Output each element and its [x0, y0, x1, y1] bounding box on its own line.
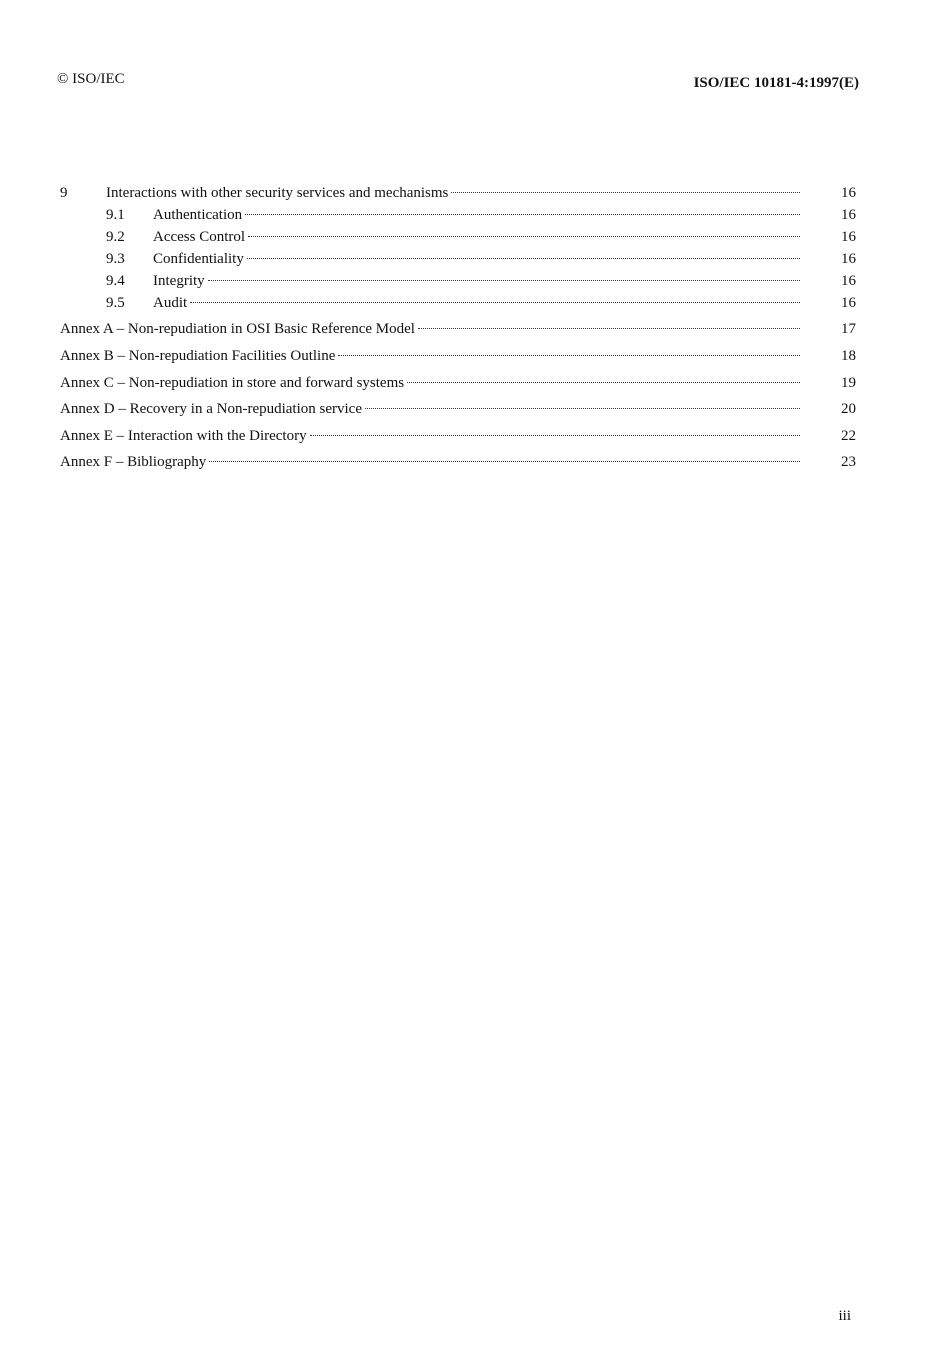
toc-entry-annex-d[interactable]	[60, 398, 860, 420]
toc-entry-title: Annex E – Interaction with the Directory	[60, 428, 307, 444]
dot-leader	[190, 302, 800, 303]
dot-leader	[208, 280, 800, 281]
toc-entry-number: 9.5	[106, 295, 125, 311]
toc-entry-page: 16	[841, 185, 856, 201]
toc-entry-9-2[interactable]	[60, 226, 860, 248]
toc-entry-number: 9.2	[106, 229, 125, 245]
dot-leader	[338, 355, 800, 356]
toc-entry-annex-a[interactable]	[60, 318, 860, 340]
toc-entry-page: 16	[841, 273, 856, 289]
toc-entry-title: Annex D – Recovery in a Non-repudiation service	[60, 401, 362, 417]
toc-entry-page: 18	[841, 348, 856, 364]
toc-entry-annex-f[interactable]	[60, 451, 860, 473]
toc-entry-9[interactable]	[60, 182, 860, 204]
toc-entry-title: Annex B – Non-repudiation Facilities Outline	[60, 348, 336, 364]
toc-entry-title: Confidentiality	[153, 251, 244, 267]
toc-entry-page: 20	[841, 401, 856, 417]
toc-entry-title: Access Control	[153, 229, 246, 245]
toc-entry-page: 16	[841, 229, 856, 245]
toc-entry-annex-c[interactable]	[60, 372, 860, 394]
dot-leader	[451, 192, 800, 193]
toc-entry-page: 17	[841, 321, 856, 337]
toc-entry-page: 23	[841, 454, 856, 470]
dot-leader	[245, 214, 800, 215]
toc-entry-title: Interactions with other security services and mechanisms	[106, 185, 449, 201]
dot-leader	[209, 461, 800, 462]
header-copyright: © ISO/IEC	[57, 71, 125, 87]
toc-entry-title: Audit	[153, 295, 188, 311]
toc-entry-title: Annex F – Bibliography	[60, 454, 207, 470]
toc-entry-title: Authentication	[153, 207, 243, 223]
toc-entry-9-3[interactable]	[60, 248, 860, 270]
toc-entry-9-4[interactable]	[60, 270, 860, 292]
page-number: iii	[838, 1308, 851, 1324]
toc-entry-number: 9.1	[106, 207, 125, 223]
toc-entry-number: 9	[60, 185, 68, 201]
dot-leader	[418, 328, 800, 329]
toc-entry-9-1[interactable]	[60, 204, 860, 226]
toc-entry-annex-b[interactable]	[60, 345, 860, 367]
toc-entry-page: 16	[841, 251, 856, 267]
dot-leader	[247, 258, 800, 259]
toc-entry-page: 22	[841, 428, 856, 444]
dot-leader	[310, 435, 800, 436]
toc-entry-page: 16	[841, 207, 856, 223]
toc-entry-number: 9.3	[106, 251, 125, 267]
toc-entry-number: 9.4	[106, 273, 125, 289]
header-document-id: ISO/IEC 10181-4:1997(E)	[693, 75, 859, 91]
toc-entry-page: 16	[841, 295, 856, 311]
toc-entry-annex-e[interactable]	[60, 425, 860, 447]
dot-leader	[365, 408, 800, 409]
dot-leader	[248, 236, 800, 237]
toc-entry-title: Integrity	[153, 273, 205, 289]
toc-entry-title: Annex A – Non-repudiation in OSI Basic Reference Model	[60, 321, 415, 337]
toc-entry-9-5[interactable]	[60, 292, 860, 314]
toc-entry-page: 19	[841, 375, 856, 391]
dot-leader	[407, 382, 800, 383]
toc-entry-title: Annex C – Non-repudiation in store and forward systems	[60, 375, 405, 391]
